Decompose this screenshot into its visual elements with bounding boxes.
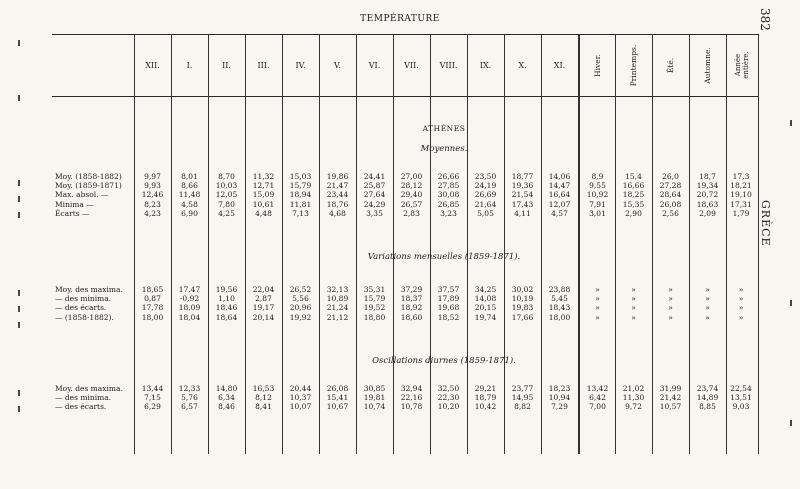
- table-cell: 4,25: [218, 208, 235, 218]
- table-cell: 11,81: [289, 199, 312, 209]
- column-header: [652, 34, 689, 96]
- table-cell: 18,37: [400, 294, 423, 304]
- table-cell: »: [668, 312, 673, 322]
- table-cell: 10,07: [289, 402, 312, 412]
- table-cell: 17,31: [730, 199, 752, 209]
- table-cell: 2,90: [625, 208, 642, 218]
- table-cell: 14,80: [215, 384, 238, 393]
- table-cell: 7,29: [551, 402, 568, 412]
- section-heading: Moyennes.: [420, 144, 468, 154]
- table-cell: 20,72: [696, 190, 719, 200]
- table-cell: 5,05: [477, 208, 494, 218]
- table-cell: 23,88: [548, 285, 571, 294]
- table-cell: 26,0: [662, 172, 679, 181]
- table-cell: »: [595, 285, 600, 294]
- section-heading: Variations mensuelles (1859-1871).: [367, 252, 521, 262]
- margin-mark: [790, 120, 792, 126]
- table-cell: 22,54: [730, 384, 752, 393]
- table-cell: 8,46: [218, 402, 235, 412]
- station-name: ATHÈNES: [422, 124, 466, 133]
- table-cell: 19,68: [437, 303, 460, 313]
- row-label: Moy. des maxima.: [55, 285, 123, 294]
- table-cell: 26,57: [400, 199, 423, 209]
- column-header: XI.: [553, 60, 566, 70]
- margin-mark: [18, 196, 20, 202]
- table-cell: 18,60: [400, 312, 423, 322]
- table-cell: 18,46: [215, 303, 238, 313]
- table-cell: -0,92: [179, 294, 200, 304]
- table-cell: 9,03: [732, 402, 750, 412]
- table-cell: 18,09: [178, 303, 201, 313]
- table-cell: 26,52: [289, 285, 312, 294]
- column-header: IV.: [295, 60, 306, 70]
- table-cell: 19,17: [252, 303, 275, 313]
- table-cell: 9,55: [589, 181, 606, 191]
- table-cell: 6,34: [218, 393, 235, 403]
- table-cell: 18,92: [400, 303, 423, 313]
- table-cell: 4,23: [144, 208, 161, 218]
- column-header-label: Été.: [666, 57, 675, 73]
- table-cell: 20,15: [474, 303, 497, 313]
- table-cell: 8,70: [218, 172, 235, 181]
- row-label: Moy. (1859-1871): [55, 181, 122, 191]
- table-cell: 4,48: [255, 208, 272, 218]
- table-cell: 26,69: [474, 190, 497, 200]
- column-header: IX.: [479, 60, 492, 70]
- table-cell: 10,37: [289, 393, 312, 403]
- table-cell: 10,19: [511, 294, 534, 304]
- table-cell: 1,10: [218, 294, 235, 304]
- table-cell: 18,94: [289, 190, 312, 200]
- table-cell: 1,79: [732, 208, 750, 218]
- table-cell: 19,86: [326, 172, 349, 181]
- table-cell: 17,3: [732, 172, 750, 181]
- column-header: [579, 34, 616, 96]
- table-cell: 9,93: [144, 181, 161, 191]
- table-cell: 18,52: [437, 312, 460, 322]
- table-cell: 2,09: [699, 208, 716, 218]
- table-cell: 9,72: [625, 402, 642, 412]
- table-cell: 10,61: [252, 199, 275, 209]
- column-header: XII.: [145, 60, 160, 70]
- table-cell: 6,29: [144, 402, 161, 412]
- table-cell: »: [738, 312, 744, 322]
- table-cell: 21,42: [659, 393, 682, 403]
- table-cell: 8,82: [514, 402, 531, 412]
- table-cell: 11,32: [252, 172, 275, 181]
- table-cell: 17,47: [178, 285, 201, 294]
- section-heading: Oscillations diurnes (1859-1871).: [372, 356, 516, 366]
- table-cell: 34,25: [474, 285, 497, 294]
- column-rule: [758, 34, 759, 454]
- table-cell: 11,30: [622, 393, 645, 403]
- table-cell: 32,13: [326, 285, 349, 294]
- table-cell: 14,08: [474, 294, 497, 304]
- column-header-label: Année entière.: [734, 51, 750, 79]
- table-cell: 27,28: [659, 181, 682, 191]
- table-cell: 0,87: [144, 294, 161, 304]
- table-cell: 18,7: [699, 172, 716, 181]
- margin-mark: [18, 95, 20, 101]
- table-cell: 7,00: [589, 402, 606, 412]
- row-label: Max. absol. —: [55, 190, 109, 200]
- table-cell: 24,41: [363, 172, 386, 181]
- row-label: Moy. des maxima.: [55, 384, 123, 393]
- table-cell: 22,16: [400, 393, 423, 403]
- table-cell: 21,02: [622, 384, 645, 393]
- row-label: — des minima.: [55, 294, 112, 304]
- table-cell: »: [595, 294, 600, 304]
- column-header: V.: [334, 60, 341, 70]
- table-cell: 17,78: [141, 303, 164, 313]
- table-cell: 7,80: [218, 199, 235, 209]
- table-cell: 18,79: [474, 393, 497, 403]
- margin-mark: [18, 40, 20, 46]
- column-header: [689, 34, 726, 96]
- margin-mark: [790, 420, 792, 426]
- table-cell: 19,10: [730, 190, 752, 200]
- table-cell: 19,74: [474, 312, 497, 322]
- table-cell: 26,08: [326, 384, 349, 393]
- row-label: Moy. (1858-1882): [55, 172, 122, 181]
- column-header: VII.: [404, 60, 419, 70]
- table-cell: 8,66: [181, 181, 198, 191]
- margin-mark: [18, 306, 20, 312]
- row-label: Écarts —: [55, 208, 90, 218]
- table-cell: 23,77: [511, 384, 534, 393]
- table-cell: 15,35: [622, 199, 645, 209]
- table-cell: 2,83: [403, 208, 420, 218]
- table-cell: 21,54: [511, 190, 534, 200]
- table-cell: 6,57: [181, 402, 198, 412]
- table-cell: 3,01: [589, 208, 606, 218]
- table-cell: 11,48: [178, 190, 201, 200]
- table-cell: »: [631, 303, 636, 313]
- table-cell: »: [668, 294, 673, 304]
- column-header: VI.: [368, 60, 381, 70]
- table-cell: 10,57: [659, 402, 682, 412]
- table-cell: 19,52: [363, 303, 386, 313]
- margin-mark: [18, 406, 20, 412]
- table-cell: 15,09: [252, 190, 275, 200]
- table-cell: 17,43: [511, 199, 534, 209]
- table-cell: 18,80: [363, 312, 386, 322]
- table-cell: »: [738, 303, 744, 313]
- table-cell: 19,81: [363, 393, 386, 403]
- table-cell: 8,85: [699, 402, 716, 412]
- table-cell: 19,34: [696, 181, 719, 191]
- table-cell: 27,64: [363, 190, 386, 200]
- table-cell: 26,66: [437, 172, 460, 181]
- margin-mark: [790, 300, 792, 306]
- table-cell: 15,4: [625, 172, 642, 181]
- table-cell: 12,71: [252, 181, 275, 191]
- table-cell: 24,19: [474, 181, 497, 191]
- page-title: TEMPÉRATURE: [360, 14, 440, 24]
- table-cell: 15,79: [363, 294, 386, 304]
- margin-mark: [18, 180, 20, 186]
- row-label: Minima —: [55, 199, 94, 209]
- table-cell: 8,23: [144, 199, 161, 209]
- table-cell: 29,21: [474, 384, 497, 393]
- table-cell: 22,04: [252, 285, 275, 294]
- table-cell: 10,94: [548, 393, 571, 403]
- table-cell: 18,25: [622, 190, 645, 200]
- table-cell: 10,89: [326, 294, 349, 304]
- table-cell: 13,44: [141, 384, 164, 393]
- table-cell: 24,29: [363, 199, 386, 209]
- column-header: [726, 34, 758, 96]
- table-cell: 37,57: [437, 285, 460, 294]
- row-label: — des minima.: [55, 393, 112, 403]
- column-header: VIII.: [439, 60, 458, 70]
- table-cell: 8,12: [255, 393, 272, 403]
- table-cell: 15,03: [289, 172, 312, 181]
- table-cell: »: [595, 303, 600, 313]
- column-header: [615, 34, 652, 96]
- table-cell: 12,46: [141, 190, 164, 200]
- table-cell: 23,50: [474, 172, 497, 181]
- table-cell: 15,41: [326, 393, 349, 403]
- table-cell: 16,66: [622, 181, 645, 191]
- page-number: 382: [758, 8, 772, 31]
- column-header-label: Hiver.: [592, 53, 602, 77]
- table-cell: 5,45: [551, 294, 568, 304]
- table-cell: 22,30: [437, 393, 460, 403]
- table-cell: 20,44: [289, 384, 312, 393]
- table-cell: 14,89: [696, 393, 719, 403]
- table-cell: 18,04: [178, 312, 201, 322]
- table-cell: »: [668, 303, 673, 313]
- table-cell: 14,95: [511, 393, 534, 403]
- table-cell: 18,63: [696, 199, 719, 209]
- table-cell: »: [631, 285, 636, 294]
- table-cell: 26,85: [437, 199, 460, 209]
- table-cell: »: [738, 285, 744, 294]
- table-cell: »: [705, 312, 710, 322]
- table-cell: 29,40: [400, 190, 423, 200]
- country-label: GRÈCE: [759, 200, 772, 247]
- table-cell: 18,64: [215, 312, 238, 322]
- table-cell: 18,77: [511, 172, 534, 181]
- table-cell: 7,13: [292, 208, 309, 218]
- table-cell: »: [738, 294, 744, 304]
- table-cell: 12,33: [178, 384, 201, 393]
- table-cell: 10,92: [586, 190, 609, 200]
- column-header: I.: [186, 60, 193, 70]
- table-cell: 37,29: [400, 285, 423, 294]
- table-cell: 19,92: [289, 312, 312, 322]
- table-cell: 3,23: [440, 208, 457, 218]
- table-cell: 21,12: [326, 312, 349, 322]
- table-cell: 23,74: [696, 384, 719, 393]
- table-cell: 10,78: [400, 402, 423, 412]
- table-cell: 18,00: [548, 312, 571, 322]
- table-cell: 10,67: [326, 402, 349, 412]
- table-cell: 26,08: [659, 199, 682, 209]
- table-cell: 2,87: [255, 294, 272, 304]
- table-cell: 27,85: [437, 181, 460, 191]
- column-header: X.: [518, 60, 527, 70]
- table-cell: 28,64: [659, 190, 682, 200]
- table-cell: 14,47: [548, 181, 571, 191]
- table-cell: 35,31: [363, 285, 386, 294]
- table-cell: 8,41: [255, 402, 272, 412]
- table-cell: 14,06: [548, 172, 571, 181]
- column-header: II.: [222, 60, 231, 70]
- table-cell: 8,9: [591, 172, 604, 181]
- table-cell: »: [705, 294, 710, 304]
- table-cell: 5,56: [292, 294, 309, 304]
- table-cell: 10,42: [474, 402, 497, 412]
- table-cell: 18,00: [141, 312, 164, 322]
- table-cell: 12,05: [215, 190, 238, 200]
- table-cell: 23,44: [326, 190, 349, 200]
- table-cell: 13,51: [730, 393, 752, 403]
- table-cell: 2,56: [662, 208, 679, 218]
- table-cell: 8,01: [181, 172, 198, 181]
- table-cell: 31,99: [659, 384, 682, 393]
- margin-mark: [18, 290, 20, 296]
- table-cell: 19,56: [215, 285, 238, 294]
- table-cell: 21,64: [474, 199, 497, 209]
- table-cell: 4,68: [329, 208, 346, 218]
- margin-mark: [18, 390, 20, 396]
- table-cell: 27,00: [400, 172, 423, 181]
- table-cell: 30,08: [437, 190, 460, 200]
- column-header-label: Automne.: [702, 46, 712, 84]
- table-cell: 10,74: [363, 402, 386, 412]
- table-cell: 5,76: [181, 393, 198, 403]
- table-cell: 12,07: [548, 199, 571, 209]
- table-cell: 19,83: [511, 303, 534, 313]
- table-cell: 6,90: [181, 208, 198, 218]
- table-cell: 6,42: [589, 393, 606, 403]
- column-header: III.: [257, 60, 270, 70]
- table-cell: 21,47: [326, 181, 349, 191]
- table-cell: »: [705, 285, 710, 294]
- table-cell: 4,11: [514, 208, 531, 218]
- table-cell: »: [668, 285, 673, 294]
- table-cell: 20,14: [252, 312, 275, 322]
- table-cell: 13,42: [586, 384, 609, 393]
- row-label: — (1858-1882).: [55, 312, 114, 322]
- table-cell: 10,03: [215, 181, 238, 191]
- table-cell: 17,89: [437, 294, 460, 304]
- table-cell: »: [631, 312, 636, 322]
- table-cell: 20,96: [289, 303, 312, 313]
- table-cell: »: [631, 294, 636, 304]
- table-cell: »: [595, 312, 600, 322]
- table-cell: 21,24: [326, 303, 349, 313]
- table-cell: 28,12: [400, 181, 423, 191]
- column-header-label: Printemps.: [629, 44, 638, 86]
- table-cell: 18,76: [326, 199, 349, 209]
- row-label: — des écarts.: [55, 402, 107, 412]
- table-cell: 30,85: [363, 384, 386, 393]
- table-cell: 10,20: [437, 402, 460, 412]
- table-cell: 4,58: [181, 199, 198, 209]
- table-cell: 18,43: [548, 303, 571, 313]
- table-cell: 7,15: [144, 393, 161, 403]
- table-cell: 16,53: [252, 384, 275, 393]
- margin-mark: [18, 322, 20, 328]
- table-cell: 19,36: [511, 181, 534, 191]
- row-label: — des écarts.: [55, 303, 107, 313]
- table-cell: 17,66: [511, 312, 534, 322]
- table-cell: 16,64: [548, 190, 571, 200]
- margin-mark: [18, 212, 20, 218]
- table-cell: 25,87: [363, 181, 386, 191]
- table-cell: 18,21: [730, 181, 752, 191]
- table-cell: 18,65: [141, 285, 164, 294]
- table-cell: »: [705, 303, 710, 313]
- table-cell: 9,97: [144, 172, 161, 181]
- table-cell: 30,02: [511, 285, 534, 294]
- table-cell: 4,57: [551, 208, 568, 218]
- table-cell: 32,50: [437, 384, 460, 393]
- table-cell: 3,35: [366, 208, 383, 218]
- table-cell: 18,23: [548, 384, 571, 393]
- table-cell: 32,94: [400, 384, 423, 393]
- table-cell: 7,91: [589, 199, 606, 209]
- table-cell: 15,79: [289, 181, 312, 191]
